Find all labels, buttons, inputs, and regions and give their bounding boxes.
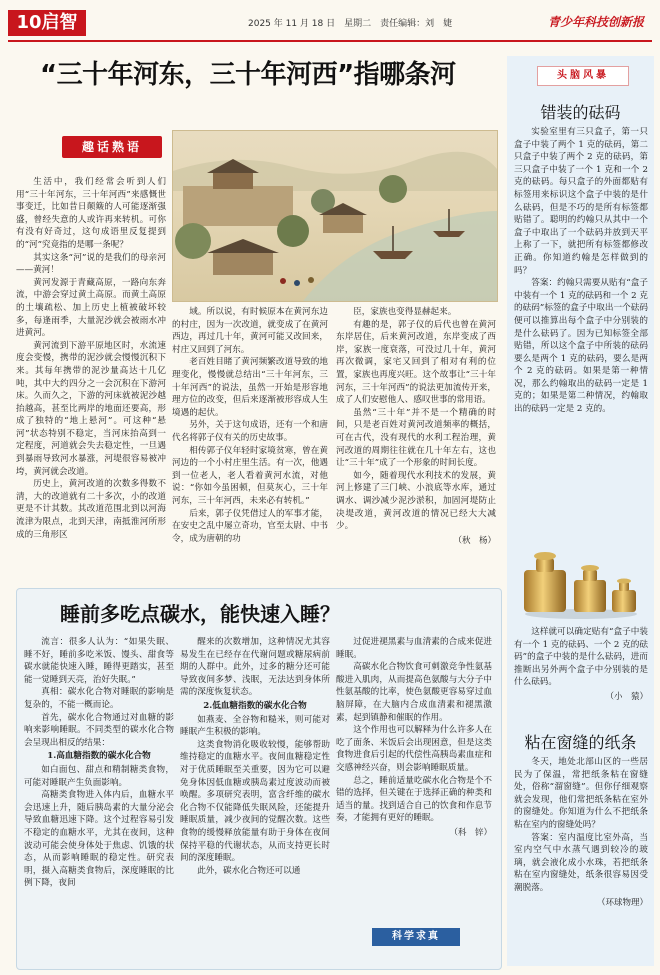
article1-column-1 [16,176,166,584]
paragraph: 过促进褪黑素与血清素的合成来促进睡眠。 [336,637,492,660]
puzzle2-signature: （环球物理） [596,897,648,908]
puzzle2-title: 粘在窗缝的纸条 [524,733,637,752]
paragraph: 其实这条“河”说的是我们的母亲河——黄河！ [16,252,166,276]
article2-column-2 [180,636,330,964]
paragraph: 如白面包、甜点和精制糖类食物，可能对睡眠产生负面影响。 [24,764,174,788]
paragraph: 黄河发源于青藏高原，一路向东奔流，中游会穿过黄土高原。而黄土高原的土壤疏松、加上历史上植被破坏较多，每逢雨季，大量泥沙就会被雨水冲进黄河。 [16,277,166,339]
paragraph: 臣，家族也变得显赫起来。 [353,307,457,317]
paragraph: 后来，郭子仪凭借过人的军事才能，在安史之乱中屡立奇功，官至太尉、中书令，成为唐朝的功 [172,508,328,544]
paragraph: 虽然“三十年”并不是一个精确的时间，只是老百姓对黄河改道频率的概括，可在古代，没有现代的水利工程治理，黄河改道的周期往往就在几十年左右，这也让“三十年”成了一个形象的时间长度。 [336,407,496,469]
paragraph: 黄河流到下游平原地区时，水流速度会变慢，携带的泥沙就会慢慢沉积下来。其每年携带的泥沙量高达十几亿吨，其中大约四分之一会沉积在下游河床。久而久之，下游的河床就被泥沙越抬越高，甚至比两岸的地面还要高，形成了独特的“地上悬河”。可这种“悬河”状态特别不稳定，当河床抬高到一定程度，河道就会失去稳定性，一旦遇到暴雨导致河水暴涨，河堤很容易被冲垮，黄河就会改道。 [16,340,166,477]
sidebar-tag: 头脑风暴 [537,66,629,86]
subheading: 2.低血糖指数的碳水化合物 [203,700,307,711]
river-painting [172,130,498,302]
newspaper-brand: 青少年科技创新报 [548,15,645,29]
puzzle1-body [514,126,648,538]
paragraph: 首先，碳水化合物通过对血糖的影响来影响睡眠。不同类型的碳水化合物会呈现出相反的结果： [24,712,174,748]
puzzle1-signature: （小 猿） [605,691,648,702]
brass-weights-icon [522,540,640,620]
paragraph: 这个作用也可以解释为什么许多人在吃了面条、米饭后会出现困意，但是这类食物进食后引起的代偿性高胰岛素血症和交感神经兴奋，则会影响睡眠质量。 [336,725,492,773]
paragraph: 流言：很多人认为：“如果失眠、睡不好，睡前多吃米饭、馒头、甜食等碳水就能快速入睡，睡得更踏实，甚至能一觉睡到天亮，治好失眠。” [24,637,174,685]
paragraph: 如燕麦、全谷物和糙米，则可能对睡眠产生积极的影响。 [180,714,330,738]
column-banner: 趣话熟语 [62,136,162,158]
paragraph: 总之，睡前适量吃碳水化合物是个不错的选择，但关键在于选择正确的种类和适当的量。找到适合自己的饮食和作息节奏，才能拥有更好的睡眠。 [336,775,492,824]
subheading: 1.高血糖指数的碳水化合物 [47,751,151,762]
paragraph: 高糖类食物进入体内后，血糖水平会迅速上升，随后胰岛素的大量分泌会导致血糖迅速下降。这个过程容易引发不稳定的血糖水平，尤其在夜间，这种波动可能会使身体处于焦虑、饥饿的状态，从而影响睡眠的稳定性。研究表明，摄入高糖类食物后，深度睡眠的比例下降，夜间 [24,790,174,889]
paragraph: 另外，关于这句成语，还有一个和唐代名将郭子仪有关的历史故事。 [172,420,328,443]
puzzle1-conclusion [514,626,648,716]
paragraph: 高碳水化合物饮食可刺激竞争性氨基酸进入肌肉，从而提高色氨酸与大分子中性氨基酸的比率，使色氨酸更容易穿过血脑屏障，在大脑内合成血清素和褪黑激素，起到镇静和催眠的作用。 [336,662,492,723]
paragraph: 如今，随着现代水利技术的发展，黄河上修建了三门峡、小浪底等水库，通过调水、调沙减少泥沙淤积，加固河堤防止决堤改道，黄河改道的情况已经大大减少。 [336,470,496,532]
page-number-tag: 10启智 [8,10,86,36]
paragraph: 域。所以说，有时候原本在黄河东边的村庄，因为一次改道，就变成了在黄河西边，再过几十年，黄河可能又改回来，村庄又回到了河东。 [172,307,328,355]
paragraph: 冬天，地处北部山区的一些居民为了保温，常把纸条粘在窗缝处，俗称“溜窗缝”。但你仔细观察就会发现，他们常把纸条粘在室外的窗缝处。你知道为什么不把纸条粘在室内的窗缝处吗？ [514,757,648,830]
science-stamp: 科学求真 [372,928,460,946]
paragraph: 相传郭子仪年轻时家境贫寒，曾在黄河边的一个小村庄里生活。有一次，他遇到一位老人，老人看着黄河水流，对他说：“你如今虽困顿，但莫灰心，三十年河东，三十年河西，未来必有转机。” [172,445,328,506]
paragraph: 这样就可以确定贴有“盒子中装有一个 1 克的砝码、一个 2 克的砝码”的盒子中装的是什么砝码，进而推断出另外两个盒子中分别装的是什么砝码。 [514,627,648,688]
article1-column-2 [172,306,328,586]
paragraph: 真相：碳水化合物对睡眠的影响是复杂的，不能一概而论。 [24,687,174,710]
paragraph: 此外，碳水化合物还可以通 [197,865,301,876]
paragraph: 生活中，我们经常会听到人们用“三十年河东，三十年河西”来感慨世事变迁，比如昔日颠簸的人可能逐渐强盛，曾经失意的人或许再来转机。可你有没有好奇过，这句成语里反复提到的“河”究竟指的是哪一条呢？ [16,177,166,250]
article2-column-3 [336,636,492,926]
article2-column-1 [24,636,174,964]
article2-title: 睡前多吃点碳水，能快速入睡？ [60,602,340,626]
paragraph: 答案：约翰只需要从贴有“盒子中装有一个 1 克的砝码和一个 2 克的砝码”标签的盒子中取出一个砝码便可以推算出每个盒子中分别装的是什么砝码了。因为已知标签全部贴错，所以这个盒子中所装的砝码要么是两个 1 克的砝码，要么是两个 2 克的砝码。如果是第一种情况，那么约翰取出的砝码一定是 1 克的；如果是第二种情况，约翰取出的砝码一定是 2 克的。 [514,278,648,415]
weights-illustration [522,540,640,620]
painting-illustration [173,131,497,301]
article1-column-3 [336,306,496,586]
header-rule [8,40,652,42]
issue-meta: 2025 年 11 月 18 日 星期二 责任编辑：刘 婕 [248,19,453,29]
page-header [0,0,660,44]
paragraph: 有趣的是，郭子仪的后代也曾在黄河东岸居住，后来黄河改道，东岸变成了西岸，家族一度衰落，可没过几十年，黄河再次微调，家宅又回到了相对有利的位置，家族也再度兴旺。这个故事让“三十年河东，三十年河西”的说法更加流传开来，成了人们安慰他人、感叹世事的常用语。 [336,319,496,406]
puzzle1-title: 错装的砝码 [540,103,621,122]
paragraph: 历史上，黄河改道的次数多得数不清，大的改道就有二十多次，小的改道更是不计其数。其改道范围北到以河海流津为限点，北到天津，南抵淮河所形成的三角形区 [16,479,166,540]
article1-title: “三十年河东，三十年河西”指哪条河 [40,60,456,90]
paragraph: 答案：室内温度比室外高，当室内空气中水蒸气遇到较冷的玻璃，就会液化成小水珠，若把纸条粘在室内窗缝处，纸条很容易因受潮脱落。 [514,832,648,893]
paragraph: 实验室里有三只盒子，第一只盒子中装了两个 1 克的砝码，第二只盒子中装了两个 2 克的砝码，第三只盒子中装了一个 1 克和一个 2 克的砝码。每只盒子的外面都贴有标签用来标识这个盒子中装的是什么砝码，但是不巧的是所有标签都贴错了。聪明的约翰只从其中一个盒子中取出了一个砝码并放到天平上称了一下，就把所有标签都修改正确。你知道约翰是怎样做到的吗？ [514,127,648,276]
paragraph: 老百姓目睹了黄河频繁改道导致的地理变化，慢慢就总结出“三十年河东，三十年河西”的说法，虽然一开始是形容地理方位的改变，但后来逐渐被形容成人生境遇的起伏。 [172,357,328,418]
paragraph: 这类食物消化吸收较慢，能够帮助维持稳定的血糖水平。夜间血糖稳定性对于优质睡眠至关重要，因为它可以避免身体因低血糖或胰岛素过度波动而被唤醒。多项研究表明，富含纤维的碳水化合物不仅能降低失眠风险，还能提升睡眠质量，减少夜间的觉醒次数。这些食物的缓慢释放能量有助于身体在夜间保持平稳的代谢状态，从而支持更长时间的深度睡眠。 [180,739,330,864]
article2-signature: （科 锌） [449,827,492,838]
paragraph: 醒来的次数增加，这种情况尤其容易发生在已经存在代谢问题或糖尿病前期的人群中。此外，过多的糖分还可能导致夜间多梦、浅眠，无法达到身体所需的深度恢复状态。 [180,637,330,698]
article1-signature: （秋 杨） [453,535,496,546]
puzzle2-body [514,756,648,962]
